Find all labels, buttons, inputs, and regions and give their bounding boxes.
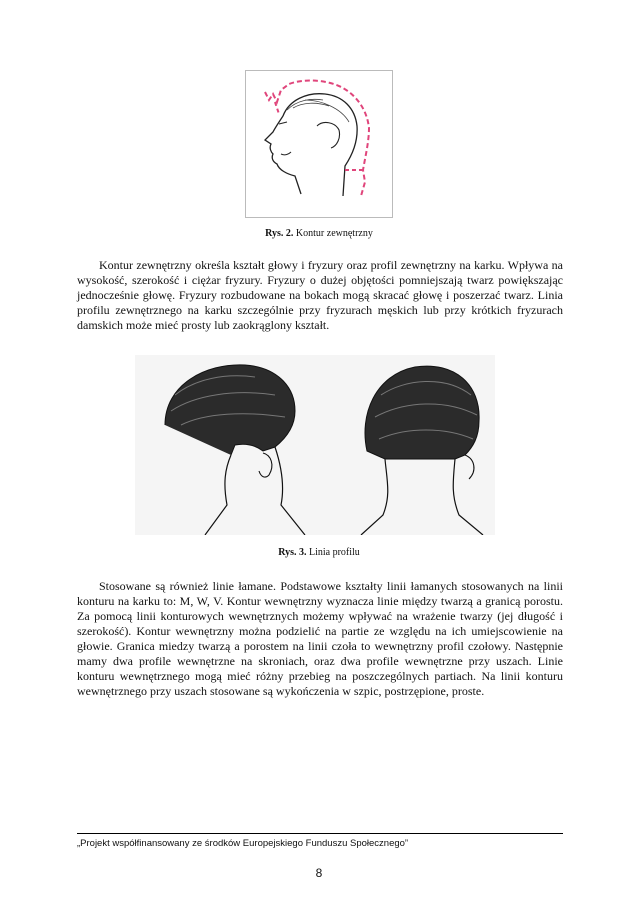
figure-1-caption	[0, 228, 638, 239]
paragraph-inner-contour: Stosowane są również linie łamane. Podstawowe kształty linii łamanych stosowanych na linii konturu na karku to: M, W, V. Kontur wewnętrzny wyznacza linie między twarzą a granicą porostu. Za pomocą linii konturowych wewnętrznych możemy wpływać na wrażenie twarzy (jej długość i szerokość). Kontur wewnętrzny można podzielić na partie ze względu na ich umiejscowienie na głowie. Granica miedzy twarzą a porostem na linii czoła to wewnętrzny profil czołowy. Następnie mamy dwa profile wewnętrzne na skroniach, oraz dwa profile wewnętrzne przy uszach. Linie konturu wewnętrznego mogą mieć różny przebieg na poszczególnych partiach. Na linii konturu wewnętrznego przy uszach stosowane są wykończenia w szpic, postrzępione, proste.	[77, 579, 563, 698]
figure-1-caption-text: Kontur zewnętrzny	[295, 228, 373, 239]
figure-2-caption-text: Linia profilu	[308, 547, 360, 558]
footer-text: „Projekt współfinansowany ze środków Europejskiego Funduszu Społecznego”	[77, 838, 409, 849]
page-number: 8	[315, 866, 323, 880]
paragraph-outer-contour: Kontur zewnętrzny określa kształt głowy i fryzury oraz profil zewnętrzny na karku. Wpływa na wysokość, szerokość i ciężar fryzury. Fryzury o dużej objętości pomniejszają twarz powiększając jednocześnie głowę. Fryzury rozbudowane na bokach mogą skracać głowę i poszerzać twarz. Linia profilu zewnętrznego na karku szczególnie przy fryzurach męskich lub przy krótkich fryzurach damskich może mieć prosty lub zaokrąglony kształt.	[77, 258, 563, 332]
figure-1-caption-label: Rys. 2.	[265, 228, 294, 239]
footer-divider	[77, 833, 563, 834]
figure-2-caption-label: Rys. 3.	[278, 547, 307, 558]
figure-2-caption	[0, 547, 638, 558]
head-contour-illustration	[245, 70, 393, 218]
profile-line-illustration	[135, 355, 495, 535]
